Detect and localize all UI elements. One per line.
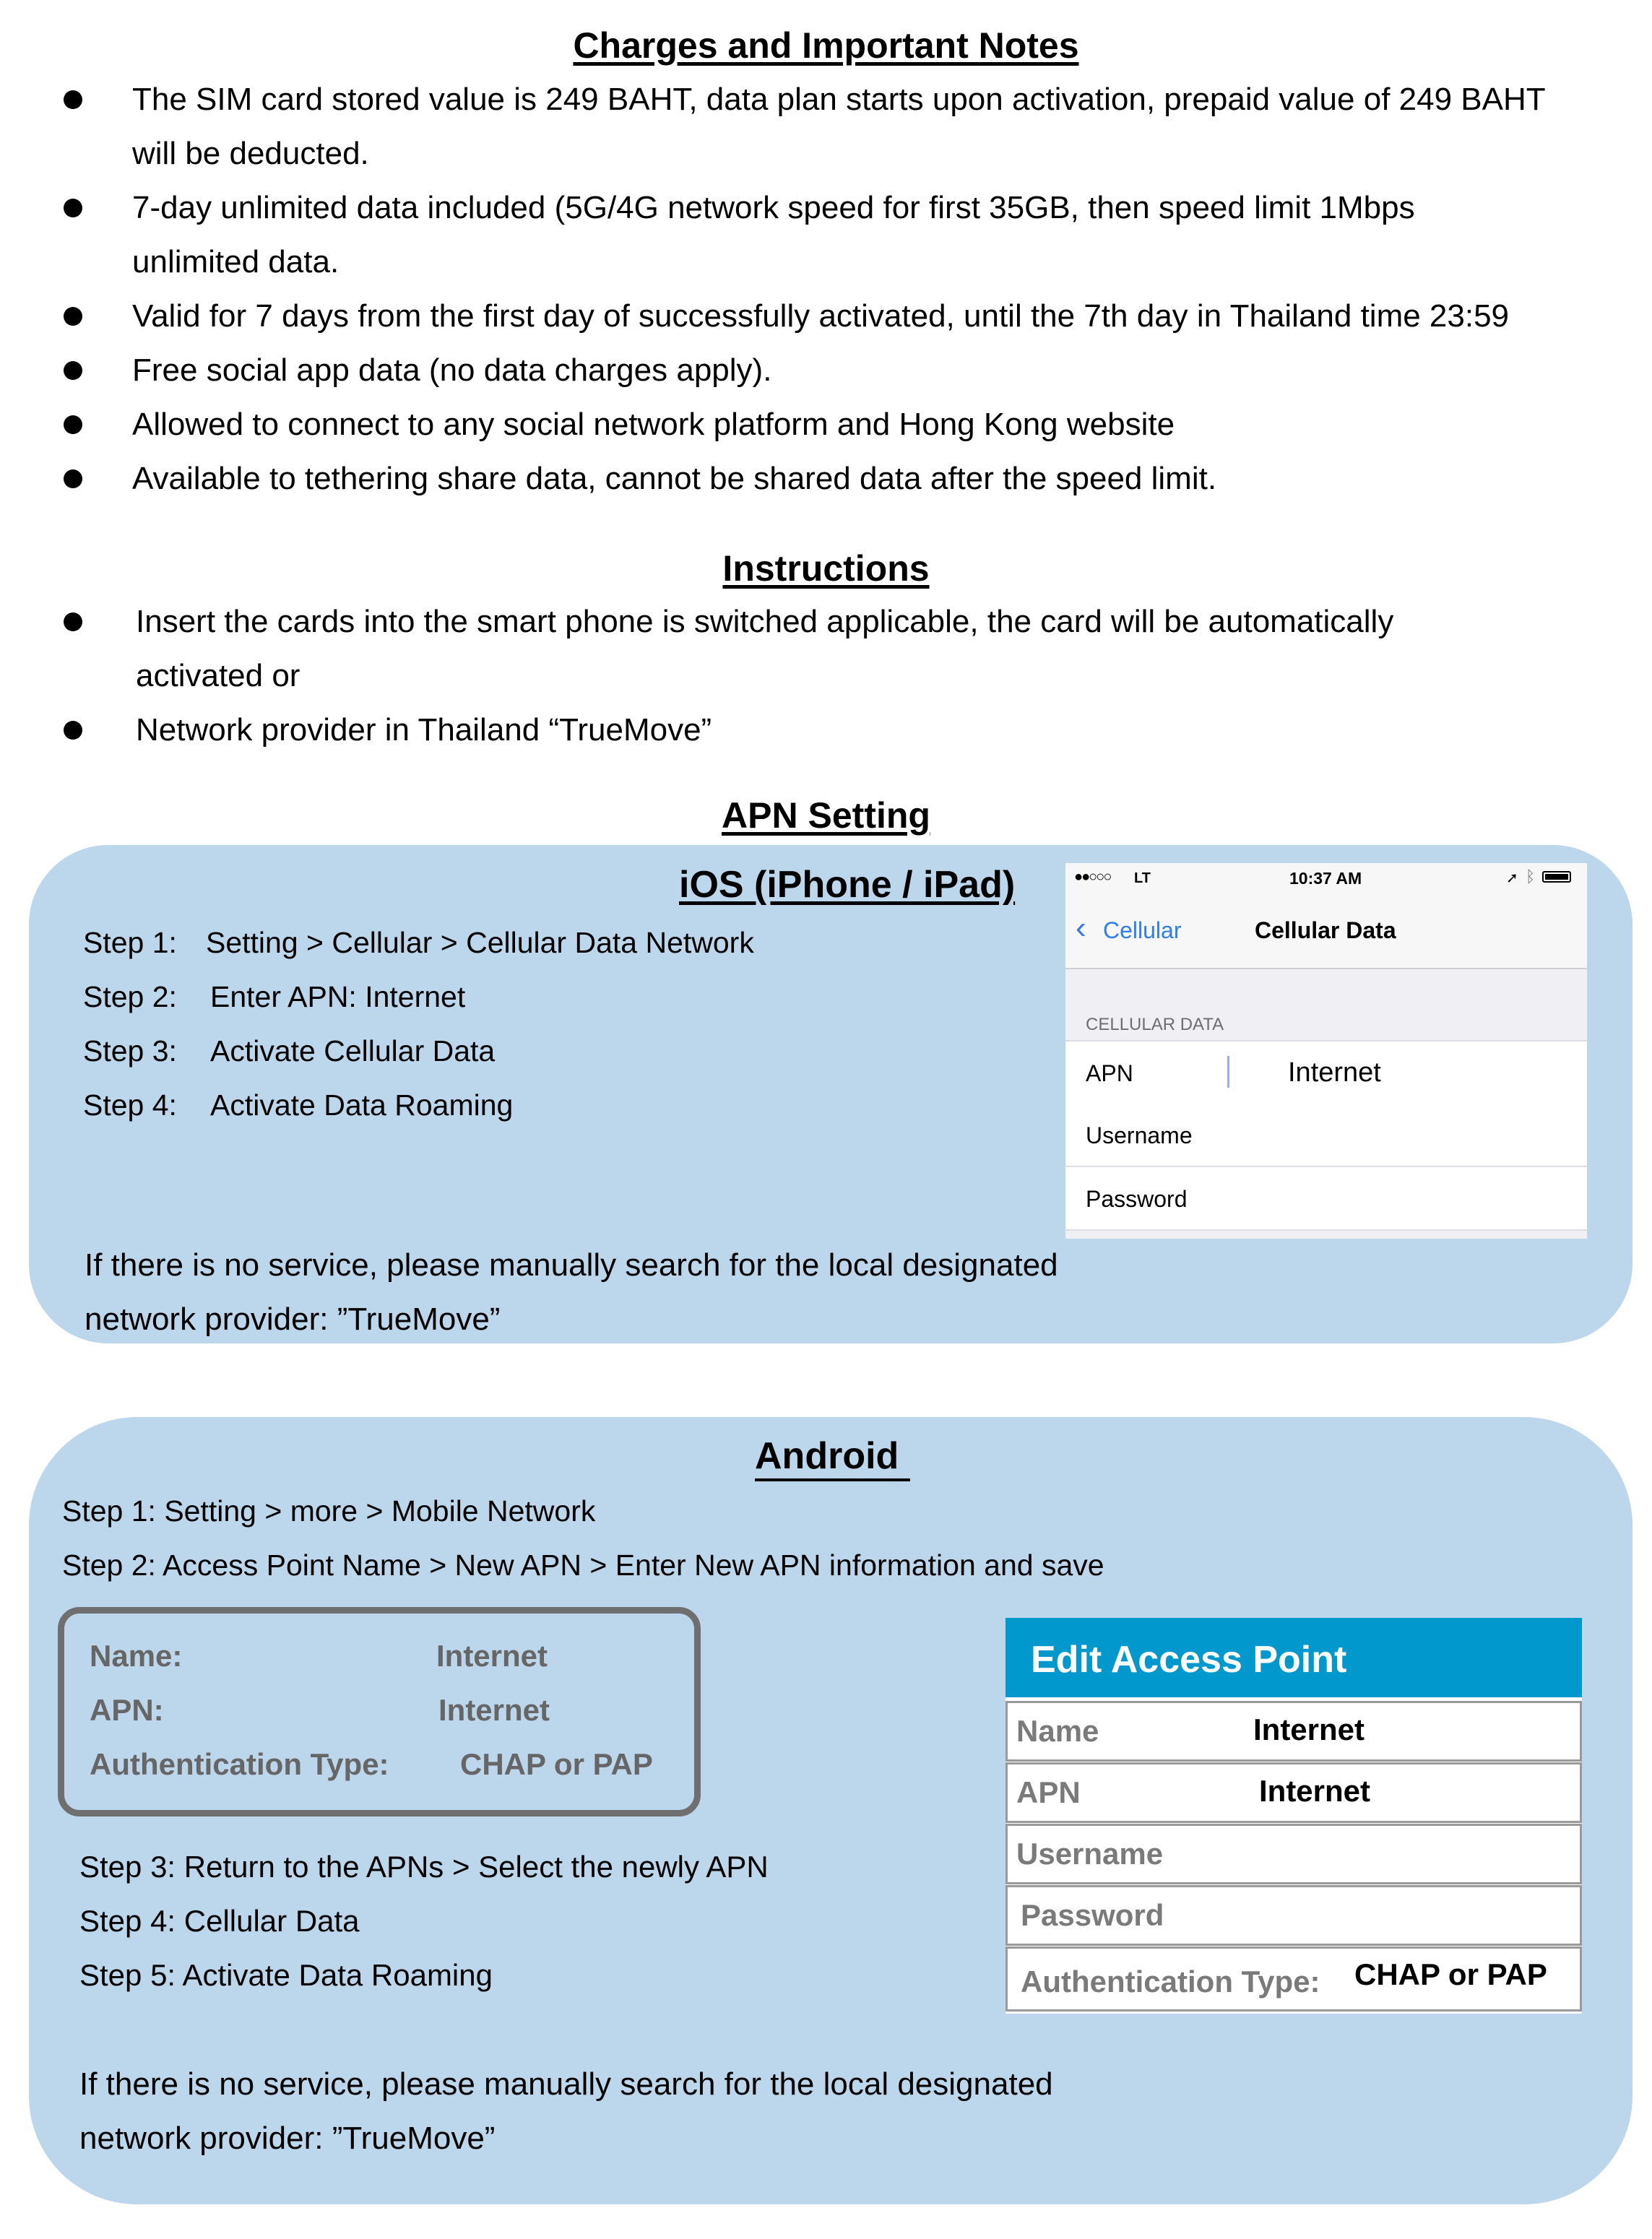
auth-type-row[interactable] (1006, 1946, 1582, 2011)
edit-ap-header: Edit Access Point (1006, 1618, 1582, 1697)
apn-value[interactable]: Internet (1259, 1774, 1371, 1808)
ios-steps (83, 916, 754, 1133)
apn-value[interactable]: Internet (1288, 1057, 1381, 1088)
auth-type-value[interactable]: CHAP or PAP (1354, 1957, 1547, 1991)
carrier-label: LT (1134, 870, 1151, 886)
location-icon: ➚ (1506, 870, 1518, 886)
apn-label: APN (1016, 1775, 1081, 1809)
bullet-icon (64, 361, 82, 380)
list-item: Allowed to connect to any social network platform and Hong Kong website (64, 397, 1617, 451)
name-value: Internet (436, 1639, 548, 1673)
name-value[interactable]: Internet (1253, 1712, 1365, 1746)
username-row[interactable] (1065, 1104, 1587, 1167)
bullet-icon (64, 721, 82, 740)
android-note: If there is no service, please manually search for the local designated network provider: ”TrueMove” (79, 2066, 1053, 2156)
back-button[interactable]: Cellular (1103, 917, 1182, 943)
ios-title: iOS (iPhone / iPad) (679, 864, 1016, 906)
apn-value: Internet (438, 1693, 550, 1727)
instructions-title: Instructions (722, 548, 930, 589)
list-item: Insert the cards into the smart phone is switched applicable, the card will be automatically activated or (64, 594, 1617, 703)
charges-list (64, 72, 1617, 506)
list-item: Valid for 7 days from the first day of successfully activated, until the 7th day in Thailand time 23:59 (64, 289, 1617, 343)
username-row[interactable] (1006, 1824, 1582, 1884)
instructions-list (64, 594, 1617, 757)
clock-label: 10:37 AM (1289, 869, 1362, 888)
bullet-icon (64, 199, 82, 217)
edit-access-point-screenshot (1006, 1618, 1582, 2014)
ios-status-bar (1065, 863, 1587, 896)
apn-label: APN (1086, 1060, 1133, 1086)
list-item: Step 1: Setting > Cellular > Cellular Data Network (83, 926, 754, 959)
apn-label: APN: (90, 1693, 164, 1727)
bullet-icon (64, 307, 82, 326)
android-steps-top (62, 1484, 1104, 1593)
nav-title: Cellular Data (1255, 917, 1396, 943)
signal-icon: ●●○○○ (1074, 869, 1111, 885)
ios-screenshot (1065, 863, 1587, 1239)
list-item: Step 1: Setting > more > Mobile Network (62, 1494, 596, 1528)
auth-type-label: Authentication Type: (1021, 1965, 1320, 1998)
list-item: Step 4: Cellular Data (79, 1904, 360, 1938)
apn-row[interactable] (1065, 1040, 1587, 1105)
password-label: Password (1086, 1186, 1188, 1212)
battery-icon (1542, 871, 1571, 883)
ios-nav-bar (1065, 896, 1587, 969)
list-item: Step 5: Activate Data Roaming (79, 1958, 493, 1992)
list-item: 7-day unlimited data included (5G/4G network speed for first 35GB, then speed limit 1Mbps unlimited data. (64, 181, 1617, 289)
password-row[interactable] (1065, 1167, 1587, 1231)
name-label: Name (1016, 1714, 1099, 1748)
list-item: Step 2: Enter APN: Internet (83, 980, 466, 1013)
list-item: Step 3: Activate Cellular Data (83, 1034, 496, 1067)
bullet-icon (64, 469, 82, 488)
android-steps-bottom (79, 1840, 769, 2002)
list-item: Step 3: Return to the APNs > Select the newly APN (79, 1850, 769, 1884)
name-row[interactable] (1006, 1701, 1582, 1762)
charges-title: Charges and Important Notes (573, 25, 1079, 66)
username-label: Username (1016, 1837, 1164, 1871)
android-title: Android (755, 1434, 910, 1481)
list-item: Free social app data (no data charges apply). (64, 343, 1617, 397)
list-item: Available to tethering share data, cannot be shared data after the speed limit. (64, 451, 1617, 506)
bullet-icon (64, 612, 82, 631)
list-item: Step 4: Activate Data Roaming (83, 1088, 514, 1122)
section-label: CELLULAR DATA (1086, 1015, 1224, 1034)
ios-note: If there is no service, please manually search for the local designated network provider: ”TrueMove” (85, 1247, 1058, 1337)
apn-row[interactable] (1006, 1762, 1582, 1823)
back-chevron-icon[interactable]: ‹ (1076, 910, 1086, 945)
apn-setting-title: APN Setting (722, 795, 930, 836)
bullet-icon (64, 90, 82, 109)
name-label: Name: (90, 1639, 183, 1673)
auth-type-label: Authentication Type: (90, 1747, 389, 1781)
username-label: Username (1086, 1122, 1193, 1148)
password-row[interactable] (1006, 1885, 1582, 1946)
auth-type-value: CHAP or PAP (460, 1747, 653, 1781)
password-label: Password (1021, 1898, 1164, 1932)
list-item: The SIM card stored value is 249 BAHT, data plan starts upon activation, prepaid value of 249 BAHT will be deducted. (64, 72, 1617, 181)
list-item: Step 2: Access Point Name > New APN > Enter New APN information and save (62, 1549, 1104, 1582)
apn-info-box (58, 1607, 701, 1816)
bluetooth-icon: ᛒ (1526, 867, 1536, 885)
bullet-icon (64, 415, 82, 434)
list-item: Network provider in Thailand “TrueMove” (64, 703, 1617, 757)
text-cursor (1227, 1056, 1229, 1088)
